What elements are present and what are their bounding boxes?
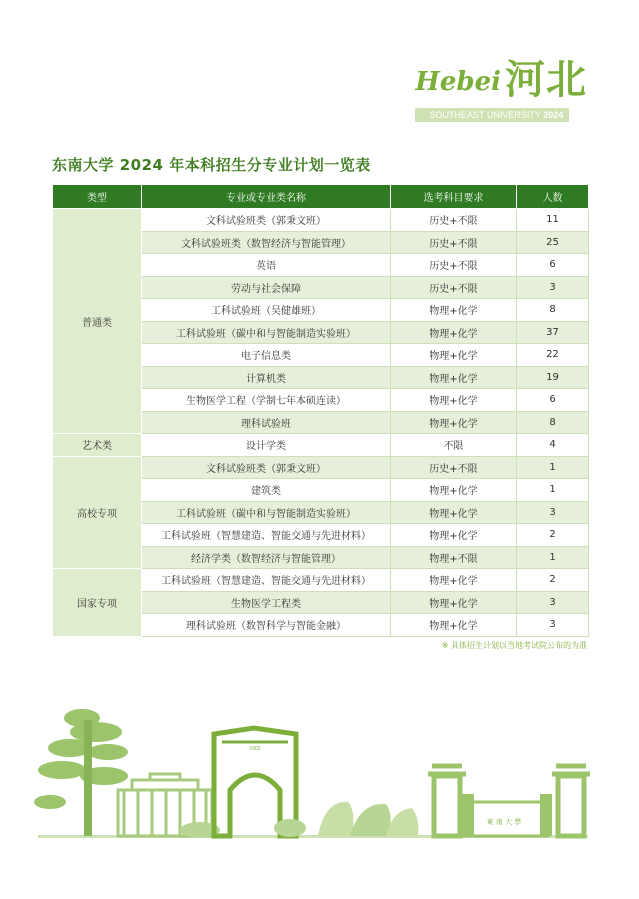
major-cell: 设计学类 <box>142 434 391 457</box>
requirement-cell: 历史+不限 <box>391 456 517 479</box>
bush-shape <box>274 819 306 837</box>
enrollment-plan-table <box>52 184 589 637</box>
count-cell: 2 <box>517 524 589 547</box>
brand-sub-year: 2024 <box>543 110 564 120</box>
major-cell: 英语 <box>142 254 391 277</box>
header-major: 专业或专业类名称 <box>142 185 391 209</box>
requirement-cell: 历史+不限 <box>391 231 517 254</box>
table-row <box>53 456 589 479</box>
requirement-cell: 物理+化学 <box>391 479 517 502</box>
major-cell: 工科试验班（智慧建造、智能交通与先进材料） <box>142 524 391 547</box>
category-cell: 高校专项 <box>53 456 142 569</box>
major-cell: 经济学类（数智经济与智能管理） <box>142 546 391 569</box>
requirement-cell: 物理+化学 <box>391 411 517 434</box>
requirement-cell: 物理+化学 <box>391 614 517 637</box>
major-cell: 生物医学工程（学制七年本硕连读） <box>142 389 391 412</box>
stone-tablet-text: 東 南 大 學 <box>486 818 522 826</box>
requirement-cell: 物理+化学 <box>391 299 517 322</box>
count-cell: 4 <box>517 434 589 457</box>
count-cell: 6 <box>517 389 589 412</box>
requirement-cell: 历史+不限 <box>391 254 517 277</box>
requirement-cell: 不限 <box>391 434 517 457</box>
count-cell: 11 <box>517 209 589 232</box>
requirement-cell: 物理+不限 <box>391 546 517 569</box>
major-cell: 文科试验班类（郭秉文班） <box>142 456 391 479</box>
category-cell: 国家专项 <box>53 569 142 637</box>
brand-subtitle-bar <box>415 108 569 122</box>
hill-shapes-illustration <box>318 802 418 836</box>
major-cell: 工科试验班（智慧建造、智能交通与先进材料） <box>142 569 391 592</box>
requirement-cell: 历史+不限 <box>391 276 517 299</box>
major-cell: 工科试验班（吴健雄班） <box>142 299 391 322</box>
count-cell: 3 <box>517 501 589 524</box>
brand-cn: 河北 <box>505 57 587 103</box>
major-cell: 电子信息类 <box>142 344 391 367</box>
count-cell: 19 <box>517 366 589 389</box>
header-count: 人数 <box>517 185 589 209</box>
count-cell: 8 <box>517 411 589 434</box>
requirement-cell: 物理+化学 <box>391 591 517 614</box>
major-cell: 工科试验班（碳中和与智能制造实验班） <box>142 501 391 524</box>
table-body <box>53 209 589 637</box>
count-cell: 37 <box>517 321 589 344</box>
pine-tree-illustration <box>34 709 128 836</box>
page-title: 东南大学 2024 年本科招生分专业计划一览表 <box>52 156 371 174</box>
brand-line <box>415 58 587 102</box>
major-cell: 建筑类 <box>142 479 391 502</box>
requirement-cell: 物理+化学 <box>391 524 517 547</box>
count-cell: 3 <box>517 591 589 614</box>
requirement-cell: 物理+化学 <box>391 389 517 412</box>
count-cell: 3 <box>517 614 589 637</box>
count-cell: 22 <box>517 344 589 367</box>
major-cell: 生物医学工程类 <box>142 591 391 614</box>
table-row <box>53 569 589 592</box>
count-cell: 8 <box>517 299 589 322</box>
major-cell: 工科试验班（碳中和与智能制造实验班） <box>142 321 391 344</box>
major-cell: 理科试验班（数智科学与智能金融） <box>142 614 391 637</box>
requirement-cell: 物理+化学 <box>391 344 517 367</box>
header-category: 类型 <box>53 185 142 209</box>
requirement-cell: 物理+化学 <box>391 569 517 592</box>
count-cell: 6 <box>517 254 589 277</box>
count-cell: 2 <box>517 569 589 592</box>
major-cell: 劳动与社会保障 <box>142 276 391 299</box>
requirement-cell: 历史+不限 <box>391 209 517 232</box>
campus-skyline-illustration <box>0 690 639 840</box>
major-cell: 理科试验班 <box>142 411 391 434</box>
requirement-cell: 物理+化学 <box>391 501 517 524</box>
header-requirement: 选考科目要求 <box>391 185 517 209</box>
count-cell: 25 <box>517 231 589 254</box>
count-cell: 1 <box>517 546 589 569</box>
count-cell: 1 <box>517 479 589 502</box>
major-cell: 文科试验班类（郭秉文班） <box>142 209 391 232</box>
count-cell: 1 <box>517 456 589 479</box>
brand-en: Hebei <box>415 67 501 97</box>
footnote: ※ 具体招生计划以当地考试院公布的为准 <box>441 641 587 650</box>
table-row <box>53 434 589 457</box>
pillar-illustration <box>428 766 466 836</box>
requirement-cell: 物理+化学 <box>391 321 517 344</box>
stone-tablet-illustration <box>462 794 552 836</box>
major-cell: 文科试验班类（数智经济与智能管理） <box>142 231 391 254</box>
gate-year-label: 1902 <box>249 746 261 752</box>
table-header-row <box>53 185 589 209</box>
category-cell: 普通类 <box>53 209 142 434</box>
major-cell: 计算机类 <box>142 366 391 389</box>
requirement-cell: 物理+化学 <box>391 366 517 389</box>
brand-sub-name: SOUTHEAST UNIVERSITY <box>429 110 541 120</box>
count-cell: 3 <box>517 276 589 299</box>
category-cell: 艺术类 <box>53 434 142 457</box>
table-row <box>53 209 589 232</box>
brand-header <box>415 58 587 122</box>
pillar-illustration <box>552 766 590 836</box>
